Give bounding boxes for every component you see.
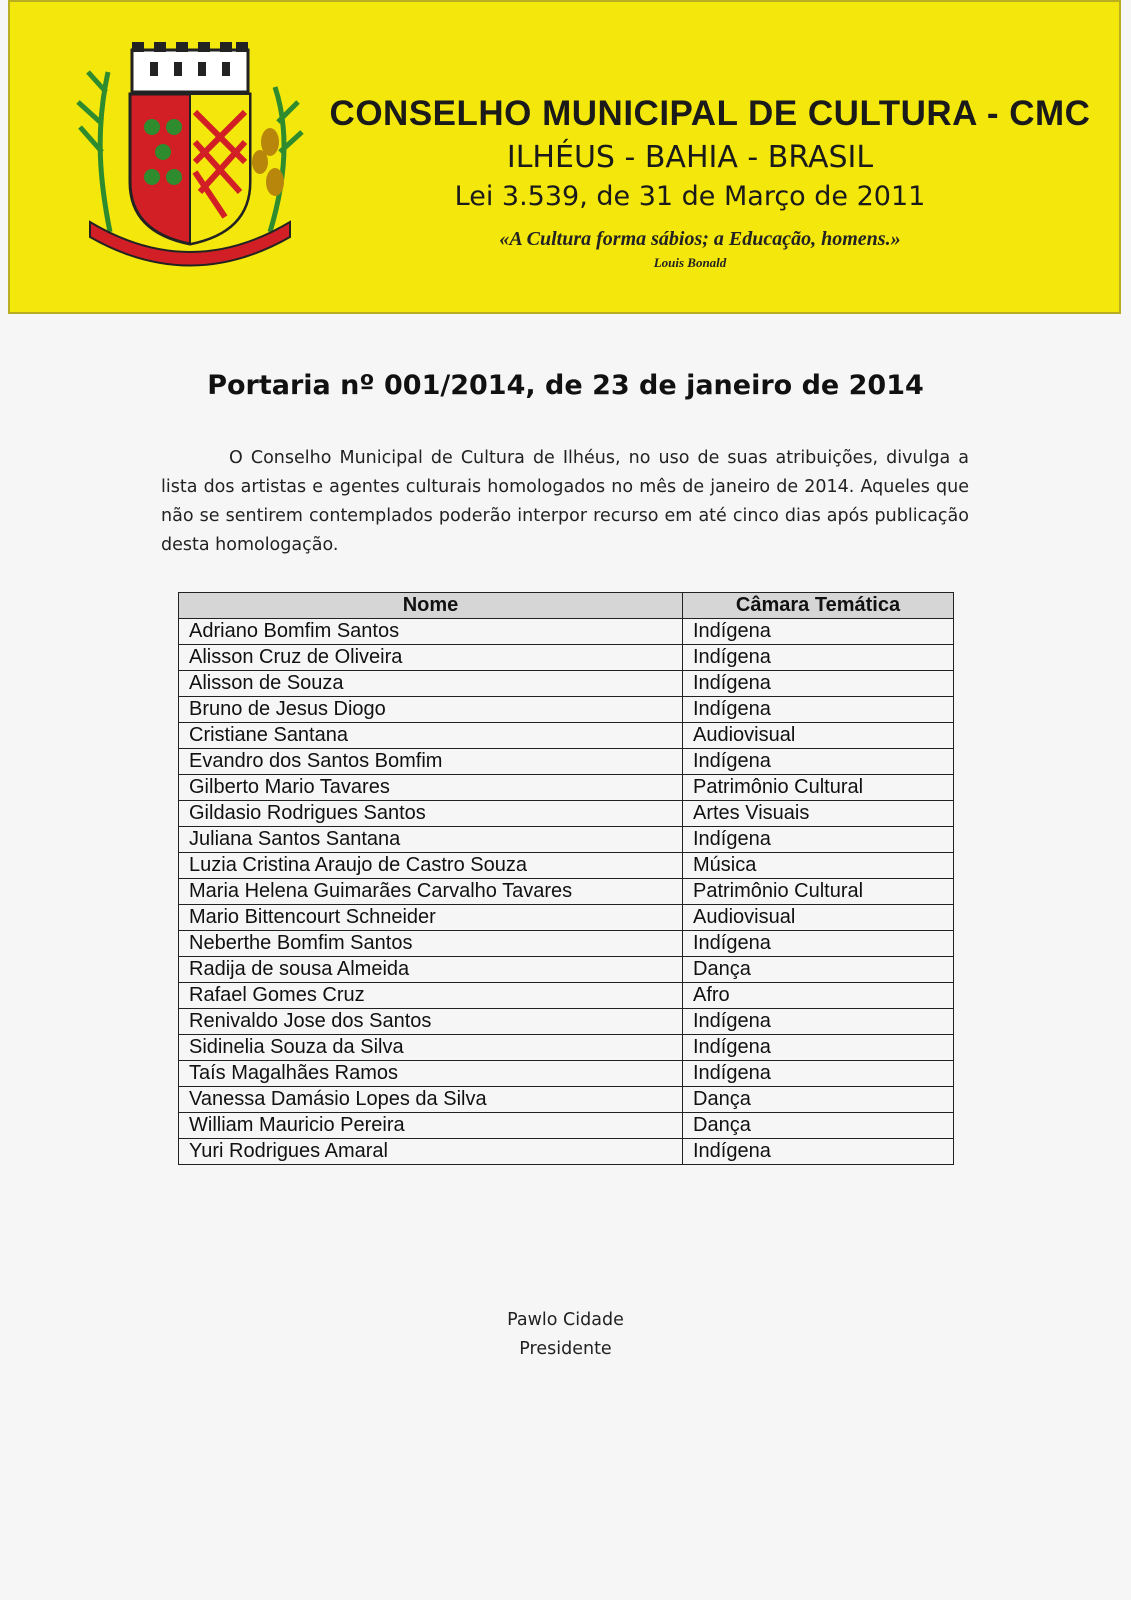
cell-camara: Dança xyxy=(683,957,954,983)
cell-camara: Indígena xyxy=(683,671,954,697)
cell-nome: Vanessa Damásio Lopes da Silva xyxy=(179,1087,683,1113)
cell-camara: Dança xyxy=(683,1087,954,1113)
table-row xyxy=(179,905,954,931)
table-row xyxy=(179,1061,954,1087)
cell-nome: Neberthe Bomfim Santos xyxy=(179,931,683,957)
intro-paragraph: O Conselho Municipal de Cultura de Ilhéus, no uso de suas atribuições, divulga a lista dos artistas e agentes culturais homologados no mês de janeiro de 2014. Aqueles que não se sentirem contemplados poderão interpor recurso em até cinco dias após publicação desta homologação. xyxy=(161,448,969,555)
table-row xyxy=(179,1139,954,1165)
table-row xyxy=(179,723,954,749)
cell-nome: Evandro dos Santos Bomfim xyxy=(179,749,683,775)
cell-nome: Alisson de Souza xyxy=(179,671,683,697)
table-row xyxy=(179,671,954,697)
table-row xyxy=(179,853,954,879)
table-row xyxy=(179,801,954,827)
table-row xyxy=(179,983,954,1009)
cell-nome: Yuri Rodrigues Amaral xyxy=(179,1139,683,1165)
cell-nome: Gilberto Mario Tavares xyxy=(179,775,683,801)
cell-camara: Indígena xyxy=(683,1061,954,1087)
motto-quote: «A Cultura forma sábios; a Educação, homens.» xyxy=(499,228,901,250)
cell-camara: Artes Visuais xyxy=(683,801,954,827)
city-line: ILHÉUS - BAHIA - BRASIL xyxy=(506,140,874,175)
cell-camara: Música xyxy=(683,853,954,879)
table-row xyxy=(179,1087,954,1113)
cell-nome: Sidinelia Souza da Silva xyxy=(179,1035,683,1061)
cell-nome: Rafael Gomes Cruz xyxy=(179,983,683,1009)
law-line: Lei 3.539, de 31 de Março de 2011 xyxy=(454,181,926,212)
cell-camara: Indígena xyxy=(683,697,954,723)
cell-camara: Audiovisual xyxy=(683,905,954,931)
cell-camara: Indígena xyxy=(683,645,954,671)
cell-camara: Indígena xyxy=(683,619,954,645)
document-title: Portaria nº 001/2014, de 23 de janeiro de 2014 xyxy=(207,370,924,401)
cell-nome: Maria Helena Guimarães Carvalho Tavares xyxy=(179,879,683,905)
signatory-name: Pawlo Cidade xyxy=(507,1310,624,1330)
signatory-role: Presidente xyxy=(519,1339,612,1359)
homologated-artists-table xyxy=(178,592,954,1165)
council-name: CONSELHO MUNICIPAL DE CULTURA - CMC xyxy=(329,94,1091,133)
cell-camara: Indígena xyxy=(683,1035,954,1061)
column-header-camara: Câmara Temática xyxy=(683,593,954,619)
cell-camara: Indígena xyxy=(683,1139,954,1165)
table-row xyxy=(179,1035,954,1061)
table-header-row xyxy=(179,593,954,619)
table-row xyxy=(179,931,954,957)
cell-camara: Indígena xyxy=(683,931,954,957)
cell-camara: Indígena xyxy=(683,827,954,853)
cell-camara: Indígena xyxy=(683,749,954,775)
cell-nome: Gildasio Rodrigues Santos xyxy=(179,801,683,827)
cell-camara: Dança xyxy=(683,1113,954,1139)
header-banner xyxy=(8,0,1121,314)
cell-nome: Luzia Cristina Araujo de Castro Souza xyxy=(179,853,683,879)
cell-camara: Patrimônio Cultural xyxy=(683,775,954,801)
cell-nome: Mario Bittencourt Schneider xyxy=(179,905,683,931)
cell-camara: Indígena xyxy=(683,1009,954,1035)
table-row xyxy=(179,619,954,645)
table-row xyxy=(179,879,954,905)
cell-nome: William Mauricio Pereira xyxy=(179,1113,683,1139)
banner-text xyxy=(310,94,1110,271)
quote-author: Louis Bonald xyxy=(653,255,727,270)
signature-block xyxy=(0,1306,1131,1364)
column-header-nome: Nome xyxy=(179,593,683,619)
table-row xyxy=(179,775,954,801)
table-row xyxy=(179,1009,954,1035)
cell-camara: Patrimônio Cultural xyxy=(683,879,954,905)
cell-nome: Bruno de Jesus Diogo xyxy=(179,697,683,723)
cell-camara: Audiovisual xyxy=(683,723,954,749)
table-row xyxy=(179,827,954,853)
cell-nome: Juliana Santos Santana xyxy=(179,827,683,853)
cell-nome: Taís Magalhães Ramos xyxy=(179,1061,683,1087)
table-row xyxy=(179,697,954,723)
cell-nome: Radija de sousa Almeida xyxy=(179,957,683,983)
cell-nome: Renivaldo Jose dos Santos xyxy=(179,1009,683,1035)
table-row xyxy=(179,645,954,671)
cell-nome: Alisson Cruz de Oliveira xyxy=(179,645,683,671)
cell-nome: Cristiane Santana xyxy=(179,723,683,749)
table-row xyxy=(179,749,954,775)
table-row xyxy=(179,957,954,983)
table-row xyxy=(179,1113,954,1139)
cell-nome: Adriano Bomfim Santos xyxy=(179,619,683,645)
cell-camara: Afro xyxy=(683,983,954,1009)
